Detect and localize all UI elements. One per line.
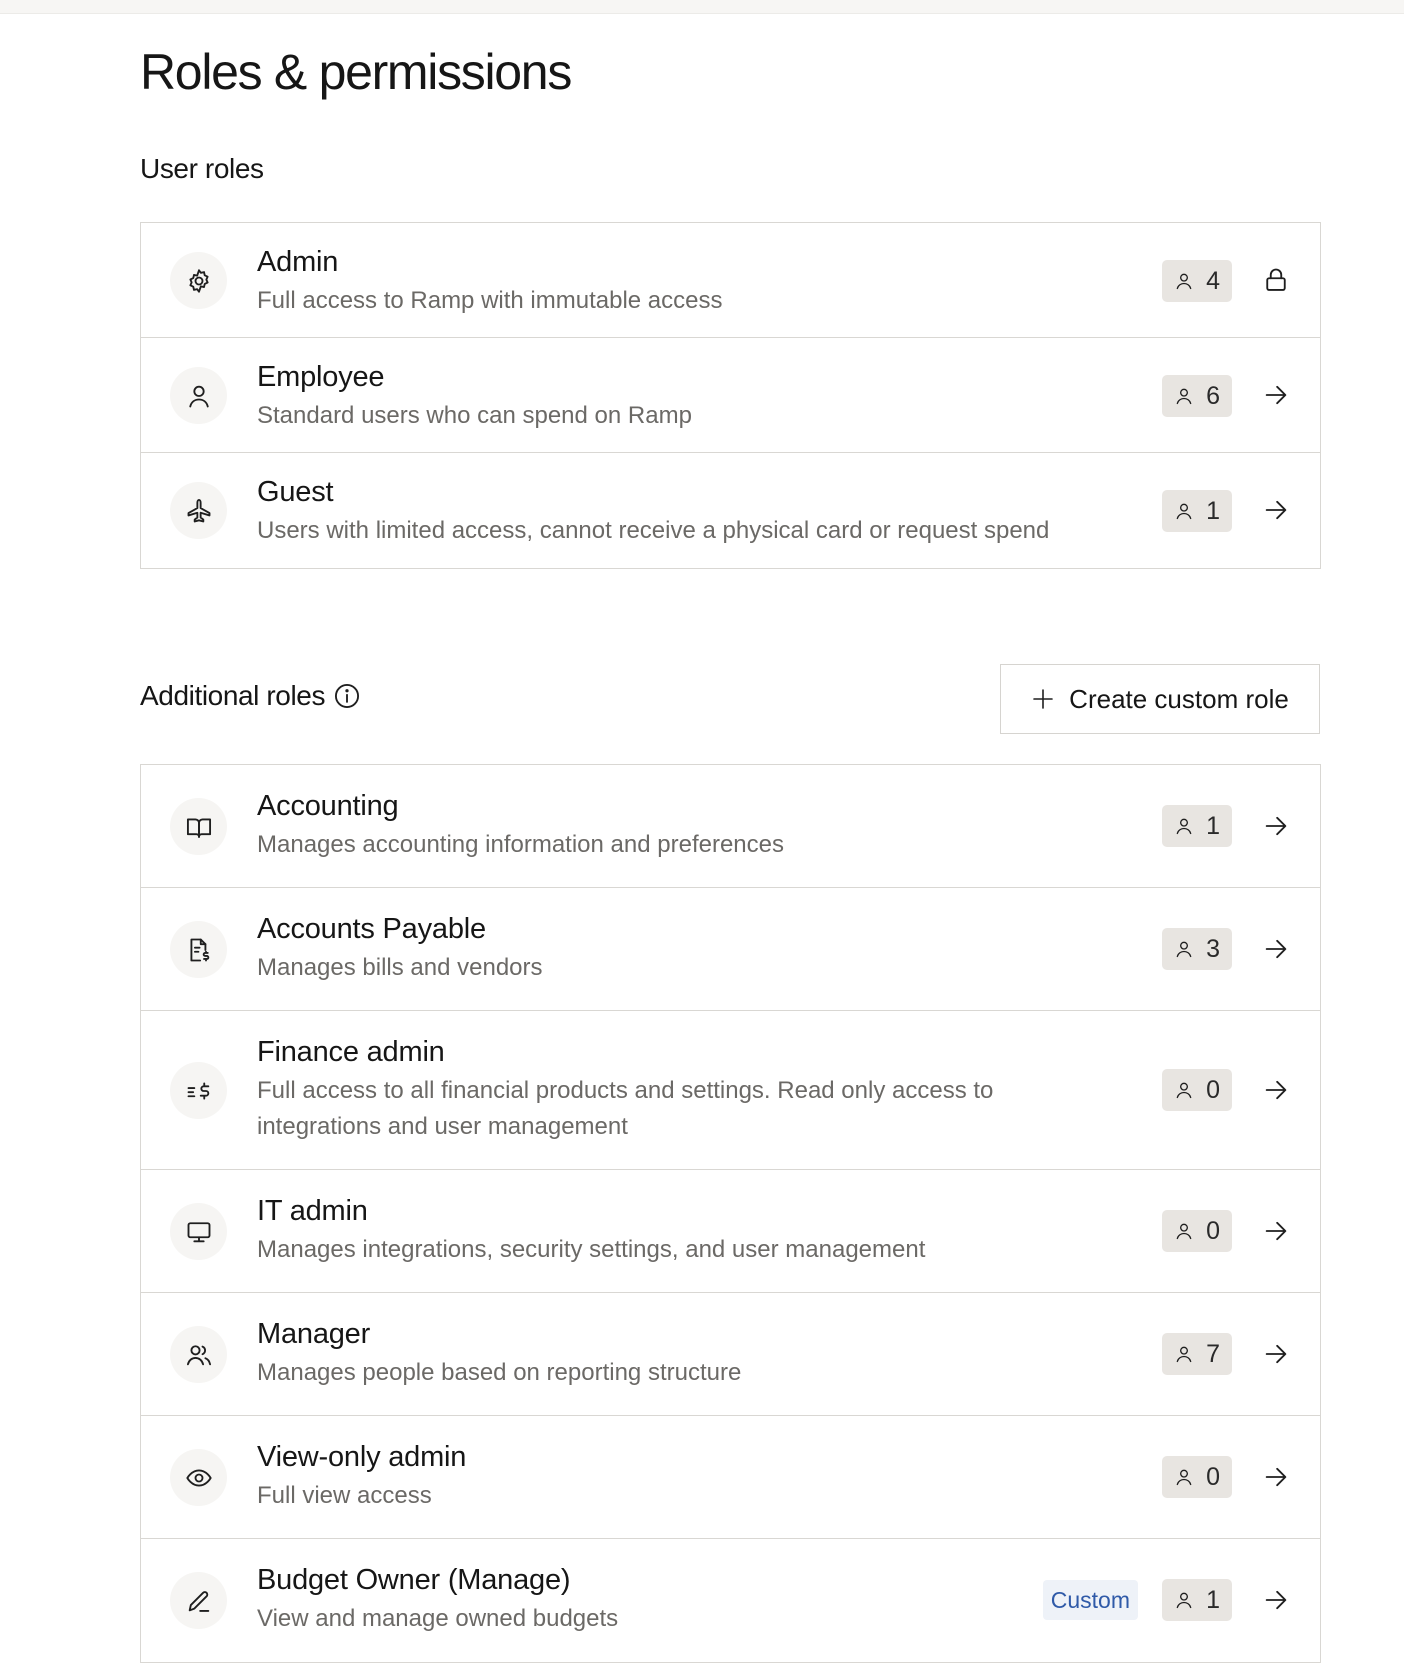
member-count: 3 [1206, 934, 1220, 963]
page-title: Roles & permissions [140, 44, 572, 100]
member-count-badge [1162, 1210, 1232, 1252]
role-description: Manages integrations, security settings, and user management [257, 1236, 926, 1263]
arrow-right-icon[interactable] [1262, 1340, 1290, 1368]
arrow-right-icon[interactable] [1262, 381, 1290, 409]
role-row-accounting[interactable] [141, 765, 1320, 888]
role-description: Manages bills and vendors [257, 954, 543, 981]
lock-icon [1262, 266, 1290, 294]
dollar-lines-icon [170, 1062, 227, 1119]
role-description: Full view access [257, 1482, 432, 1509]
person-small-icon [1174, 1080, 1194, 1100]
arrow-right-icon[interactable] [1262, 496, 1290, 524]
create-custom-role-button[interactable] [1000, 664, 1320, 734]
member-count: 6 [1206, 381, 1220, 410]
member-count: 1 [1206, 811, 1220, 840]
member-count-badge [1162, 490, 1232, 532]
plus-icon [1031, 687, 1055, 711]
pen-icon [170, 1572, 227, 1629]
role-name: Guest [257, 476, 334, 508]
role-description: View and manage owned budgets [257, 1605, 619, 1632]
role-description: Manages accounting information and preferences [257, 831, 784, 858]
role-description: Standard users who can spend on Ramp [257, 402, 692, 429]
arrow-right-icon[interactable] [1262, 1463, 1290, 1491]
top-bar [0, 0, 1404, 14]
person-small-icon [1174, 271, 1194, 291]
arrow-right-icon[interactable] [1262, 812, 1290, 840]
member-count-badge [1162, 260, 1232, 302]
role-row-guest[interactable] [141, 453, 1320, 568]
role-name: Finance admin [257, 1036, 445, 1068]
role-row-admin[interactable] [141, 223, 1320, 338]
info-icon[interactable] [333, 682, 361, 710]
eye-icon [170, 1449, 227, 1506]
role-row-it-admin[interactable] [141, 1170, 1320, 1293]
person-small-icon [1174, 1344, 1194, 1364]
role-row-budget-owner[interactable] [141, 1539, 1320, 1662]
role-name: IT admin [257, 1195, 368, 1227]
person-small-icon [1174, 501, 1194, 521]
role-description: Full access to all financial products and settings. Read only access to integrations and user management [257, 1077, 994, 1140]
role-name: Budget Owner (Manage) [257, 1564, 571, 1596]
arrow-right-icon[interactable] [1262, 1586, 1290, 1614]
member-count-badge [1162, 805, 1232, 847]
airplane-icon [170, 482, 227, 539]
member-count-badge [1162, 1069, 1232, 1111]
member-count-badge [1162, 1456, 1232, 1498]
role-name: Employee [257, 361, 385, 393]
role-description: Manages people based on reporting structure [257, 1359, 742, 1386]
member-count: 0 [1206, 1216, 1220, 1245]
arrow-right-icon[interactable] [1262, 935, 1290, 963]
person-small-icon [1174, 1221, 1194, 1241]
member-count-badge [1162, 375, 1232, 417]
person-small-icon [1174, 386, 1194, 406]
role-name: Admin [257, 246, 339, 278]
create-custom-role-label: Create custom role [1069, 683, 1289, 714]
role-row-manager[interactable] [141, 1293, 1320, 1416]
member-count: 1 [1206, 1585, 1220, 1614]
member-count-badge [1162, 928, 1232, 970]
member-count: 0 [1206, 1075, 1220, 1104]
role-description: Full access to Ramp with immutable access [257, 287, 723, 314]
additional-roles-header [140, 680, 361, 712]
role-name: View-only admin [257, 1441, 467, 1473]
role-description: Users with limited access, cannot receive a physical card or request spend [257, 517, 1050, 544]
role-name: Accounting [257, 790, 399, 822]
member-count: 7 [1206, 1339, 1220, 1368]
gear-icon [170, 252, 227, 309]
book-icon [170, 798, 227, 855]
role-row-finance-admin[interactable] [141, 1011, 1320, 1170]
member-count: 0 [1206, 1462, 1220, 1491]
monitor-icon [170, 1203, 227, 1260]
user-roles-list [140, 222, 1321, 569]
arrow-right-icon[interactable] [1262, 1076, 1290, 1104]
member-count-badge [1162, 1579, 1232, 1621]
role-row-view-only-admin[interactable] [141, 1416, 1320, 1539]
additional-roles-list [140, 764, 1321, 1663]
role-row-employee[interactable] [141, 338, 1320, 453]
member-count: 4 [1206, 266, 1220, 295]
person-small-icon [1174, 939, 1194, 959]
user-roles-heading: User roles [140, 153, 264, 184]
person-icon [170, 367, 227, 424]
arrow-right-icon[interactable] [1262, 1217, 1290, 1245]
additional-roles-heading: Additional roles [140, 680, 326, 711]
role-row-accounts-payable[interactable] [141, 888, 1320, 1011]
bill-dollar-icon [170, 921, 227, 978]
person-small-icon [1174, 816, 1194, 836]
role-name: Manager [257, 1318, 371, 1350]
people-icon [170, 1326, 227, 1383]
role-name: Accounts Payable [257, 913, 486, 945]
person-small-icon [1174, 1467, 1194, 1487]
member-count: 1 [1206, 496, 1220, 525]
custom-badge: Custom [1043, 1580, 1138, 1620]
member-count-badge [1162, 1333, 1232, 1375]
person-small-icon [1174, 1590, 1194, 1610]
